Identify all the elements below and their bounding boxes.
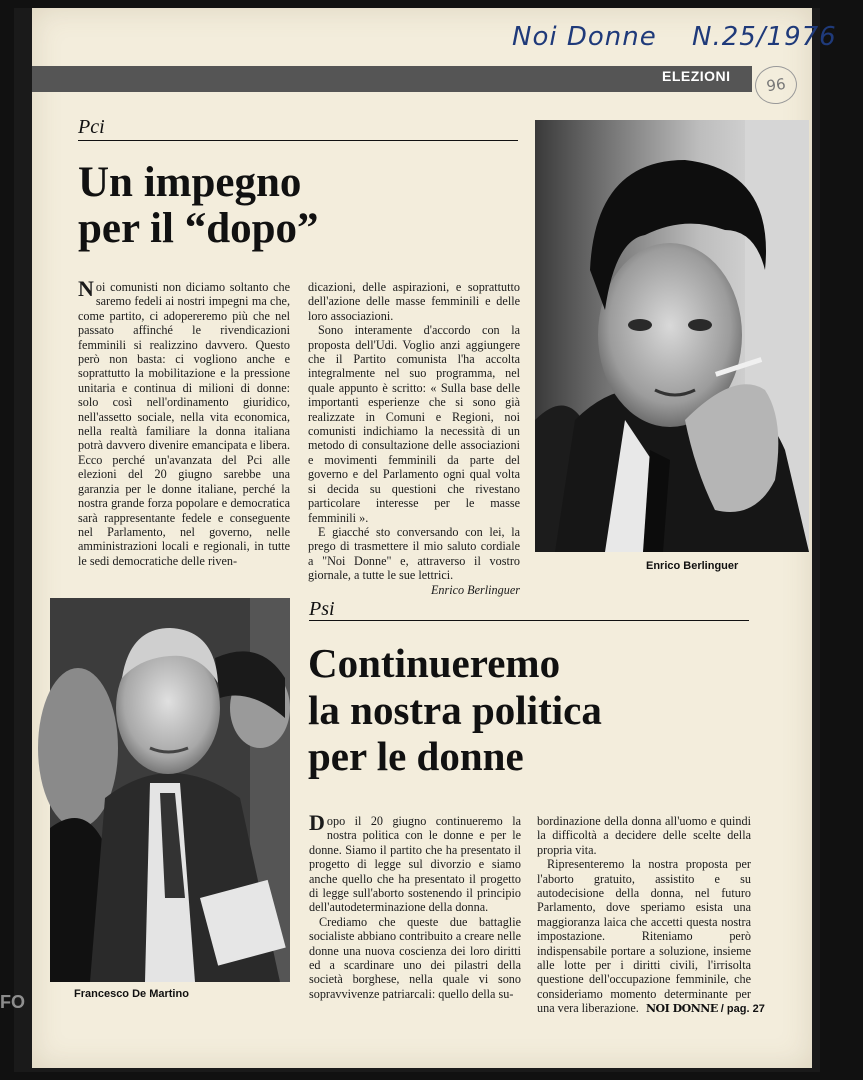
watermark-fo: FO [0, 992, 25, 1012]
archive-stamp: 96 [753, 63, 800, 106]
article2-party: Psi [309, 598, 335, 620]
section-header-bar [32, 66, 752, 92]
article1-col2-p1: dicazioni, delle aspirazioni, e soprattutto dell'azione delle masse femminili e delle loro associazioni. [308, 280, 520, 323]
article2-rule [309, 620, 749, 621]
article1-col1-p1: Noi comunisti non diciamo soltanto che saremo fedeli ai nostri impegni ma che, come partito, ci adopereremo più che nel passato affinché le rivendicazioni femminili si realizzino davvero. Questo però non basta: ci vogliono anche e soprattutto la mobilitazione e la pressione unitaria e continua di milioni di donne: solo così nell'ordinamento giuridico, nell'assetto sociale, nella vita economica, nella realtà familiare la donna italiana potrà davvero divenire emancipata e libera. Ecco perché un'avanzata del Pci alle elezioni del 20 giugno sarebbe una garanzia per le donne italiane, perché la nostra grande forza popolare e democratica sarà rappresentante fedele e conseguente nel Parlamento, nel governo, nelle amministrazioni locali e regionali, in tutte le sedi democratiche delle riven- [78, 276, 290, 568]
article1-column2 [308, 280, 520, 597]
footer-page-number: pag. 27 [726, 1003, 765, 1015]
article2-headline [308, 640, 602, 780]
article2-column2 [537, 814, 751, 1016]
magazine-page [32, 8, 837, 1068]
section-label: ELEZIONI [662, 68, 731, 84]
article1-title-line1: Un impegno [78, 159, 302, 206]
page-footer [646, 1002, 765, 1015]
photo-de-martino [50, 598, 290, 982]
article2-title-line3: per le donne [308, 733, 524, 780]
photo-de-martino-caption: Francesco De Martino [74, 988, 189, 1000]
article1-party: Pci [78, 116, 105, 138]
article1-col2-p3: E giacché sto conversando con lei, la prego di trasmettere il mio saluto cordiale a "Noi Donne" e, attraverso il vostro giornale, a tutte le sue lettrici. [308, 524, 520, 583]
article1-headline [78, 160, 319, 253]
article1-col2-p2: Sono interamente d'accordo con la proposta dell'Udi. Voglio anzi aggiungere che il Partito comunista l'ha accolta integralmente nel suo programma, nel quale appunto è scritto: « Sulla base delle importanti esperienze che si sono già realizzate in Comuni e Regioni, noi comunisti indichiamo la necessità di un metodo di consultazione delle associazioni e movimenti femminili da parte del governo e del Parlamento ogni qual volta si decida su questioni che rivestano particolare interesse per le masse femminili ». [308, 323, 520, 525]
article2-title-line1: Continueremo [308, 640, 561, 686]
article2-column1 [309, 810, 521, 1001]
article2-title-line2: la nostra politica [308, 686, 602, 733]
article1-title-line2: per il “dopo” [78, 205, 319, 253]
photo-berlinguer [535, 120, 809, 552]
photo-berlinguer-caption: Enrico Berlinguer [646, 560, 739, 572]
article2-col1-p1: Dopo il 20 giugno continueremo la nostra politica con le donne e per le donne. Siamo il partito che ha presentato il progetto di legge sul divorzio e siamo anche quello che ha presentato il progetto di legge sull'aborto sostenendo il principio dell'autodeterminazione della donna. [309, 810, 521, 915]
footer-brand: NOI DONNE [646, 1002, 718, 1015]
handwritten-annotation [512, 22, 837, 52]
article1-signature: Enrico Berlinguer [430, 582, 520, 597]
photo-berlinguer-image [535, 120, 809, 552]
article1-column1 [78, 276, 290, 568]
article2-col2-p1: bordinazione della donna all'uomo e quindi la difficoltà a decidere delle scelte della propria vita. [537, 814, 751, 857]
annotation-issue: N.25/1976 [692, 22, 837, 52]
article2-col1-p2: Crediamo che queste due battaglie socialiste abbiano contribuito a creare nelle donne una nuova coscienza dei loro diritti ed a scardinare uno dei pilastri della società borghese, nella quale vi sono sopravvivenze patriarcali: quello della su- [309, 914, 521, 1001]
article2-col2-p2: Ripresenteremo la nostra proposta per l'aborto gratuito, assistito e su autodecisione della donna, nel futuro Parlamento, dove speriamo esista una maggioranza laica che accetti questa nostra impostazione. Riteniamo però indispensabile portare a soluzione, insieme alle lotte per i diritti civili, l'irrisolta questione dell'occupazione femminile, che consideriamo momento determinante per una vera liberazione. [537, 857, 751, 1016]
photo-de-martino-image [50, 598, 290, 982]
annotation-magazine: Noi Donne [512, 22, 657, 52]
article1-rule [78, 140, 518, 141]
footer-separator: / [720, 1003, 727, 1015]
